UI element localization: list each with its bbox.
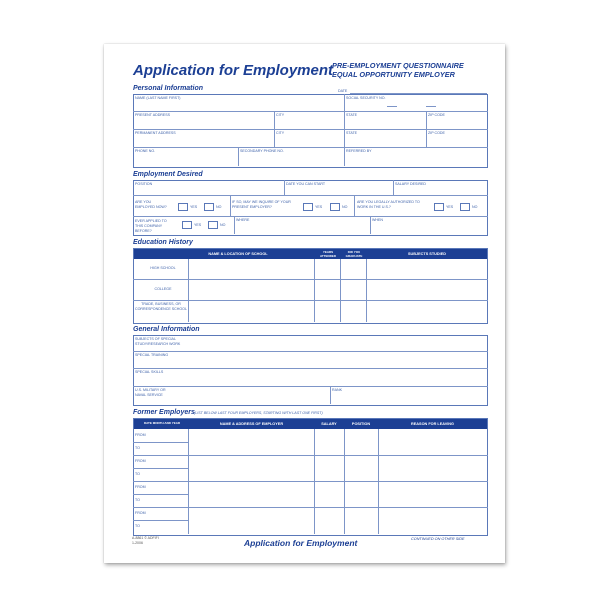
col-position-header: POSITION xyxy=(351,422,371,426)
referred-by-field[interactable]: REFERRED BY xyxy=(346,149,372,153)
state-field[interactable]: STATE xyxy=(346,113,358,117)
inquire-no-checkbox[interactable] xyxy=(330,203,340,211)
authorized-label: ARE YOU LEGALLY AUTHORIZED TO WORK IN THE U.S.? xyxy=(357,200,420,209)
special-study-field[interactable]: SUBJECTS OF SPECIAL STUDY/RESEARCH WORK xyxy=(135,337,181,346)
yes-label: YES xyxy=(446,205,454,209)
col-school-header: NAME & LOCATION OF SCHOOL xyxy=(208,252,268,256)
form-title: Application for Employment xyxy=(133,62,334,79)
section-personal-heading: Personal Information xyxy=(133,85,204,92)
row-divider xyxy=(133,368,488,369)
special-skills-field[interactable]: SPECIAL SKILLS xyxy=(135,370,164,374)
col-graduate-header: DID YOU GRADUATE xyxy=(345,250,363,258)
row-divider xyxy=(133,481,488,482)
to-label: TO xyxy=(135,472,140,476)
row-divider xyxy=(133,442,189,443)
salary-desired-field[interactable]: SALARY DESIRED xyxy=(395,182,427,186)
col-divider xyxy=(274,111,275,147)
education-row-label: TRADE, BUSINESS, OR CORRESPONDENCE SCHOOL xyxy=(135,302,187,311)
col-divider xyxy=(188,259,189,322)
row-divider xyxy=(133,494,189,495)
to-label: TO xyxy=(135,446,140,450)
col-divider xyxy=(370,216,371,234)
to-label: TO xyxy=(135,524,140,528)
section-former-heading: Former Employers xyxy=(133,409,195,416)
no-label: NO xyxy=(472,205,478,209)
education-row-label: COLLEGE xyxy=(154,287,172,291)
col-employer-header: NAME & ADDRESS OF EMPLOYER xyxy=(219,422,284,426)
row-divider xyxy=(133,216,488,217)
col-years-header: YEARS ATTENDED xyxy=(319,250,337,258)
col-reason-header: REASON FOR LEAVING xyxy=(411,422,454,426)
applied-before-label: EVER APPLIED TO THIS COMPANY BEFORE? xyxy=(135,219,167,233)
when-field[interactable]: WHEN xyxy=(372,218,383,222)
permanent-address-field[interactable]: PERMANENT ADDRESS xyxy=(135,131,176,135)
col-salary-header: SALARY xyxy=(321,422,337,426)
employed-now-label: ARE YOU EMPLOYED NOW? xyxy=(135,200,167,209)
row-divider xyxy=(133,455,488,456)
col-divider xyxy=(344,94,345,166)
col-divider xyxy=(234,216,235,234)
secondary-phone-field[interactable]: SECONDARY PHONE NO. xyxy=(240,149,284,153)
yes-label: YES xyxy=(194,223,202,227)
no-label: NO xyxy=(220,223,226,227)
form-code xyxy=(132,536,159,545)
applied-yes-checkbox[interactable] xyxy=(182,221,192,229)
to-label: TO xyxy=(135,498,140,502)
city-field[interactable]: CITY xyxy=(276,113,285,117)
col-divider xyxy=(284,180,285,195)
no-label: NO xyxy=(216,205,222,209)
rank-field[interactable]: RANK xyxy=(332,388,342,392)
yes-label: YES xyxy=(190,205,198,209)
applied-no-checkbox[interactable] xyxy=(208,221,218,229)
section-general-heading: General Information xyxy=(133,326,200,333)
row-divider xyxy=(133,195,488,196)
row-divider xyxy=(133,279,488,280)
military-field[interactable]: U.S. MILITARY OR NAVAL SERVICE xyxy=(135,388,166,397)
subtitle-eoe: EQUAL OPPORTUNITY EMPLOYER xyxy=(332,70,455,79)
section-employment-heading: Employment Desired xyxy=(133,171,203,178)
special-training-field[interactable]: SPECIAL TRAINING xyxy=(135,353,169,357)
date-label: DATE xyxy=(338,89,348,93)
education-table-header xyxy=(134,249,487,259)
form-code-line: 1-2006 xyxy=(132,540,143,545)
yes-label: YES xyxy=(315,205,323,209)
no-label: NO xyxy=(342,205,348,209)
from-label: FROM xyxy=(135,459,146,463)
ssn-dash xyxy=(426,106,436,107)
col-divider xyxy=(354,195,355,216)
former-employers-header xyxy=(134,419,487,429)
education-table xyxy=(133,248,488,324)
col-date-header: DATE MONTH AND YEAR xyxy=(143,421,181,426)
employed-no-checkbox[interactable] xyxy=(204,203,214,211)
inquire-yes-checkbox[interactable] xyxy=(303,203,313,211)
from-label: FROM xyxy=(135,433,146,437)
ssn-field[interactable]: SOCIAL SECURITY NO. xyxy=(346,96,386,100)
row-divider xyxy=(133,300,488,301)
row-divider xyxy=(133,147,488,148)
name-field[interactable]: NAME (LAST NAME FIRST) xyxy=(135,96,181,100)
row-divider xyxy=(133,507,488,508)
present-address-field[interactable]: PRESENT ADDRESS xyxy=(135,113,171,117)
form-subtitle xyxy=(332,61,464,79)
col-divider xyxy=(340,259,341,322)
footer-title: Application for Employment xyxy=(244,538,358,548)
row-divider xyxy=(133,468,189,469)
row-divider xyxy=(133,386,488,387)
subtitle-questionnaire: PRE-EMPLOYMENT QUESTIONNAIRE xyxy=(332,61,464,70)
position-field[interactable]: POSITION xyxy=(135,182,153,186)
row-divider xyxy=(133,111,488,112)
col-divider xyxy=(366,259,367,322)
from-label: FROM xyxy=(135,485,146,489)
row-divider xyxy=(133,351,488,352)
col-divider xyxy=(330,386,331,404)
authorized-no-checkbox[interactable] xyxy=(460,203,470,211)
form-code-line: A-8861 © ADFIFI xyxy=(132,536,159,540)
employed-yes-checkbox[interactable] xyxy=(178,203,188,211)
zip-field[interactable]: ZIP CODE xyxy=(428,131,445,135)
continued-note: CONTINUED ON OTHER SIDE xyxy=(411,537,465,541)
inquire-label: IF SO, MAY WE INQUIRE OF YOUR PRESENT EMPLOYER? xyxy=(232,200,291,209)
employment-application-sheet xyxy=(104,44,505,563)
row-divider xyxy=(133,520,189,521)
former-employers-note: (LIST BELOW LAST FOUR EMPLOYERS, STARTING WITH LAST ONE FIRST) xyxy=(194,411,323,415)
col-divider xyxy=(238,147,239,166)
former-employers-table xyxy=(133,418,488,536)
where-field[interactable]: WHERE xyxy=(236,218,250,222)
zip-field[interactable]: ZIP CODE xyxy=(428,113,445,117)
ssn-dash xyxy=(387,106,397,107)
start-date-field[interactable]: DATE YOU CAN START xyxy=(286,182,326,186)
col-divider xyxy=(230,195,231,216)
col-divider xyxy=(314,259,315,322)
authorized-yes-checkbox[interactable] xyxy=(434,203,444,211)
state-field[interactable]: STATE xyxy=(346,131,358,135)
city-field[interactable]: CITY xyxy=(276,131,285,135)
col-divider xyxy=(426,111,427,147)
section-education-heading: Education History xyxy=(133,239,193,246)
from-label: FROM xyxy=(135,511,146,515)
col-subjects-header: SUBJECTS STUDIED xyxy=(408,252,446,256)
col-divider xyxy=(393,180,394,195)
education-row-label: HIGH SCHOOL xyxy=(150,266,176,270)
row-divider xyxy=(133,129,488,130)
phone-field[interactable]: PHONE NO. xyxy=(135,149,156,153)
